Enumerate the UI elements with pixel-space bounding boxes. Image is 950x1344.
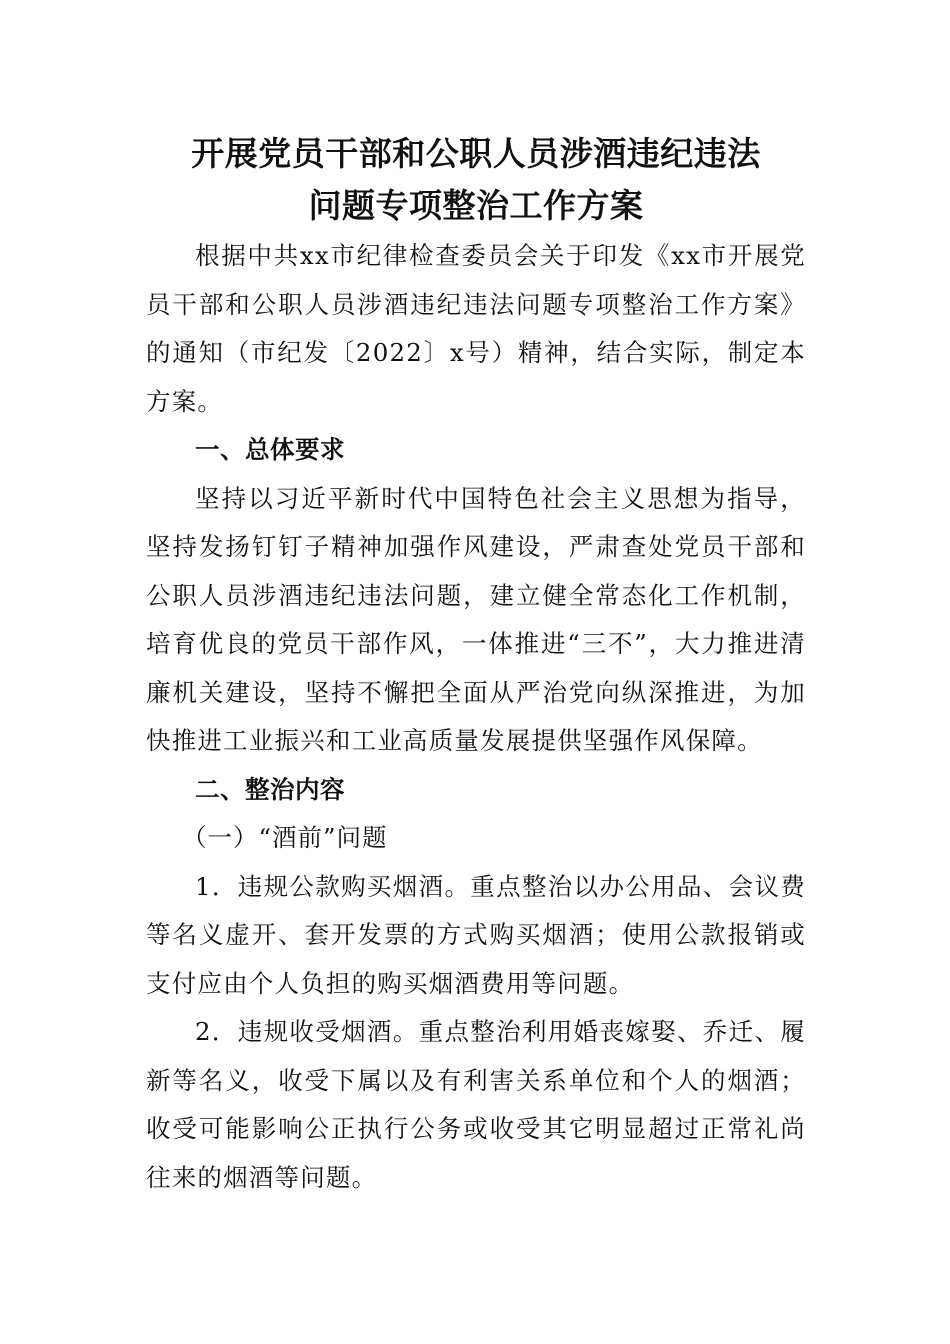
intro-paragraph: 根据中共xx市纪律检查委员会关于印发《xx市开展党员干部和公职人员涉酒违纪违法问题专项整治工作方案》的通知（市纪发〔2022〕x号）精神，结合实际，制定本方案。	[146, 241, 806, 416]
document-title	[146, 128, 806, 232]
item-2-paragraph: 2．违规收受烟酒。重点整治利用婚丧嫁娶、乔迁、履新等名义，收受下属以及有利害关系单位和个人的烟酒；收受可能影响公正执行公务或收受其它明显超过正常礼尚往来的烟酒等问题。	[146, 1017, 806, 1192]
item-1-paragraph: 1．违规公款购买烟酒。重点整治以办公用品、会议费等名义虚开、套开发票的方式购买烟酒；使用公款报销或支付应由个人负担的购买烟酒费用等问题。	[146, 871, 806, 998]
section-heading-general-requirements: 一、总体要求	[195, 435, 345, 464]
general-requirements-paragraph: 坚持以习近平新时代中国特色社会主义思想为指导，坚持发扬钉钉子精神加强作风建设，严肃查处党员干部和公职人员涉酒违纪违法问题，建立健全常态化工作机制，培育优良的党员干部作风，一体推进“三不”，大力推进清廉机关建设，坚持不懈把全面从严治党向纵深推进，为加快推进工业振兴和工业高质量发展提供坚强作风保障。	[146, 483, 806, 755]
document-page	[146, 128, 806, 1202]
title-line-2: 问题专项整治工作方案	[308, 186, 644, 225]
title-line-1: 开展党员干部和公职人员涉酒违纪违法	[191, 134, 761, 173]
section-heading-rectification-content: 二、整治内容	[195, 774, 345, 804]
subsection-heading-before-drinking: （一）“酒前”问题	[182, 823, 388, 852]
